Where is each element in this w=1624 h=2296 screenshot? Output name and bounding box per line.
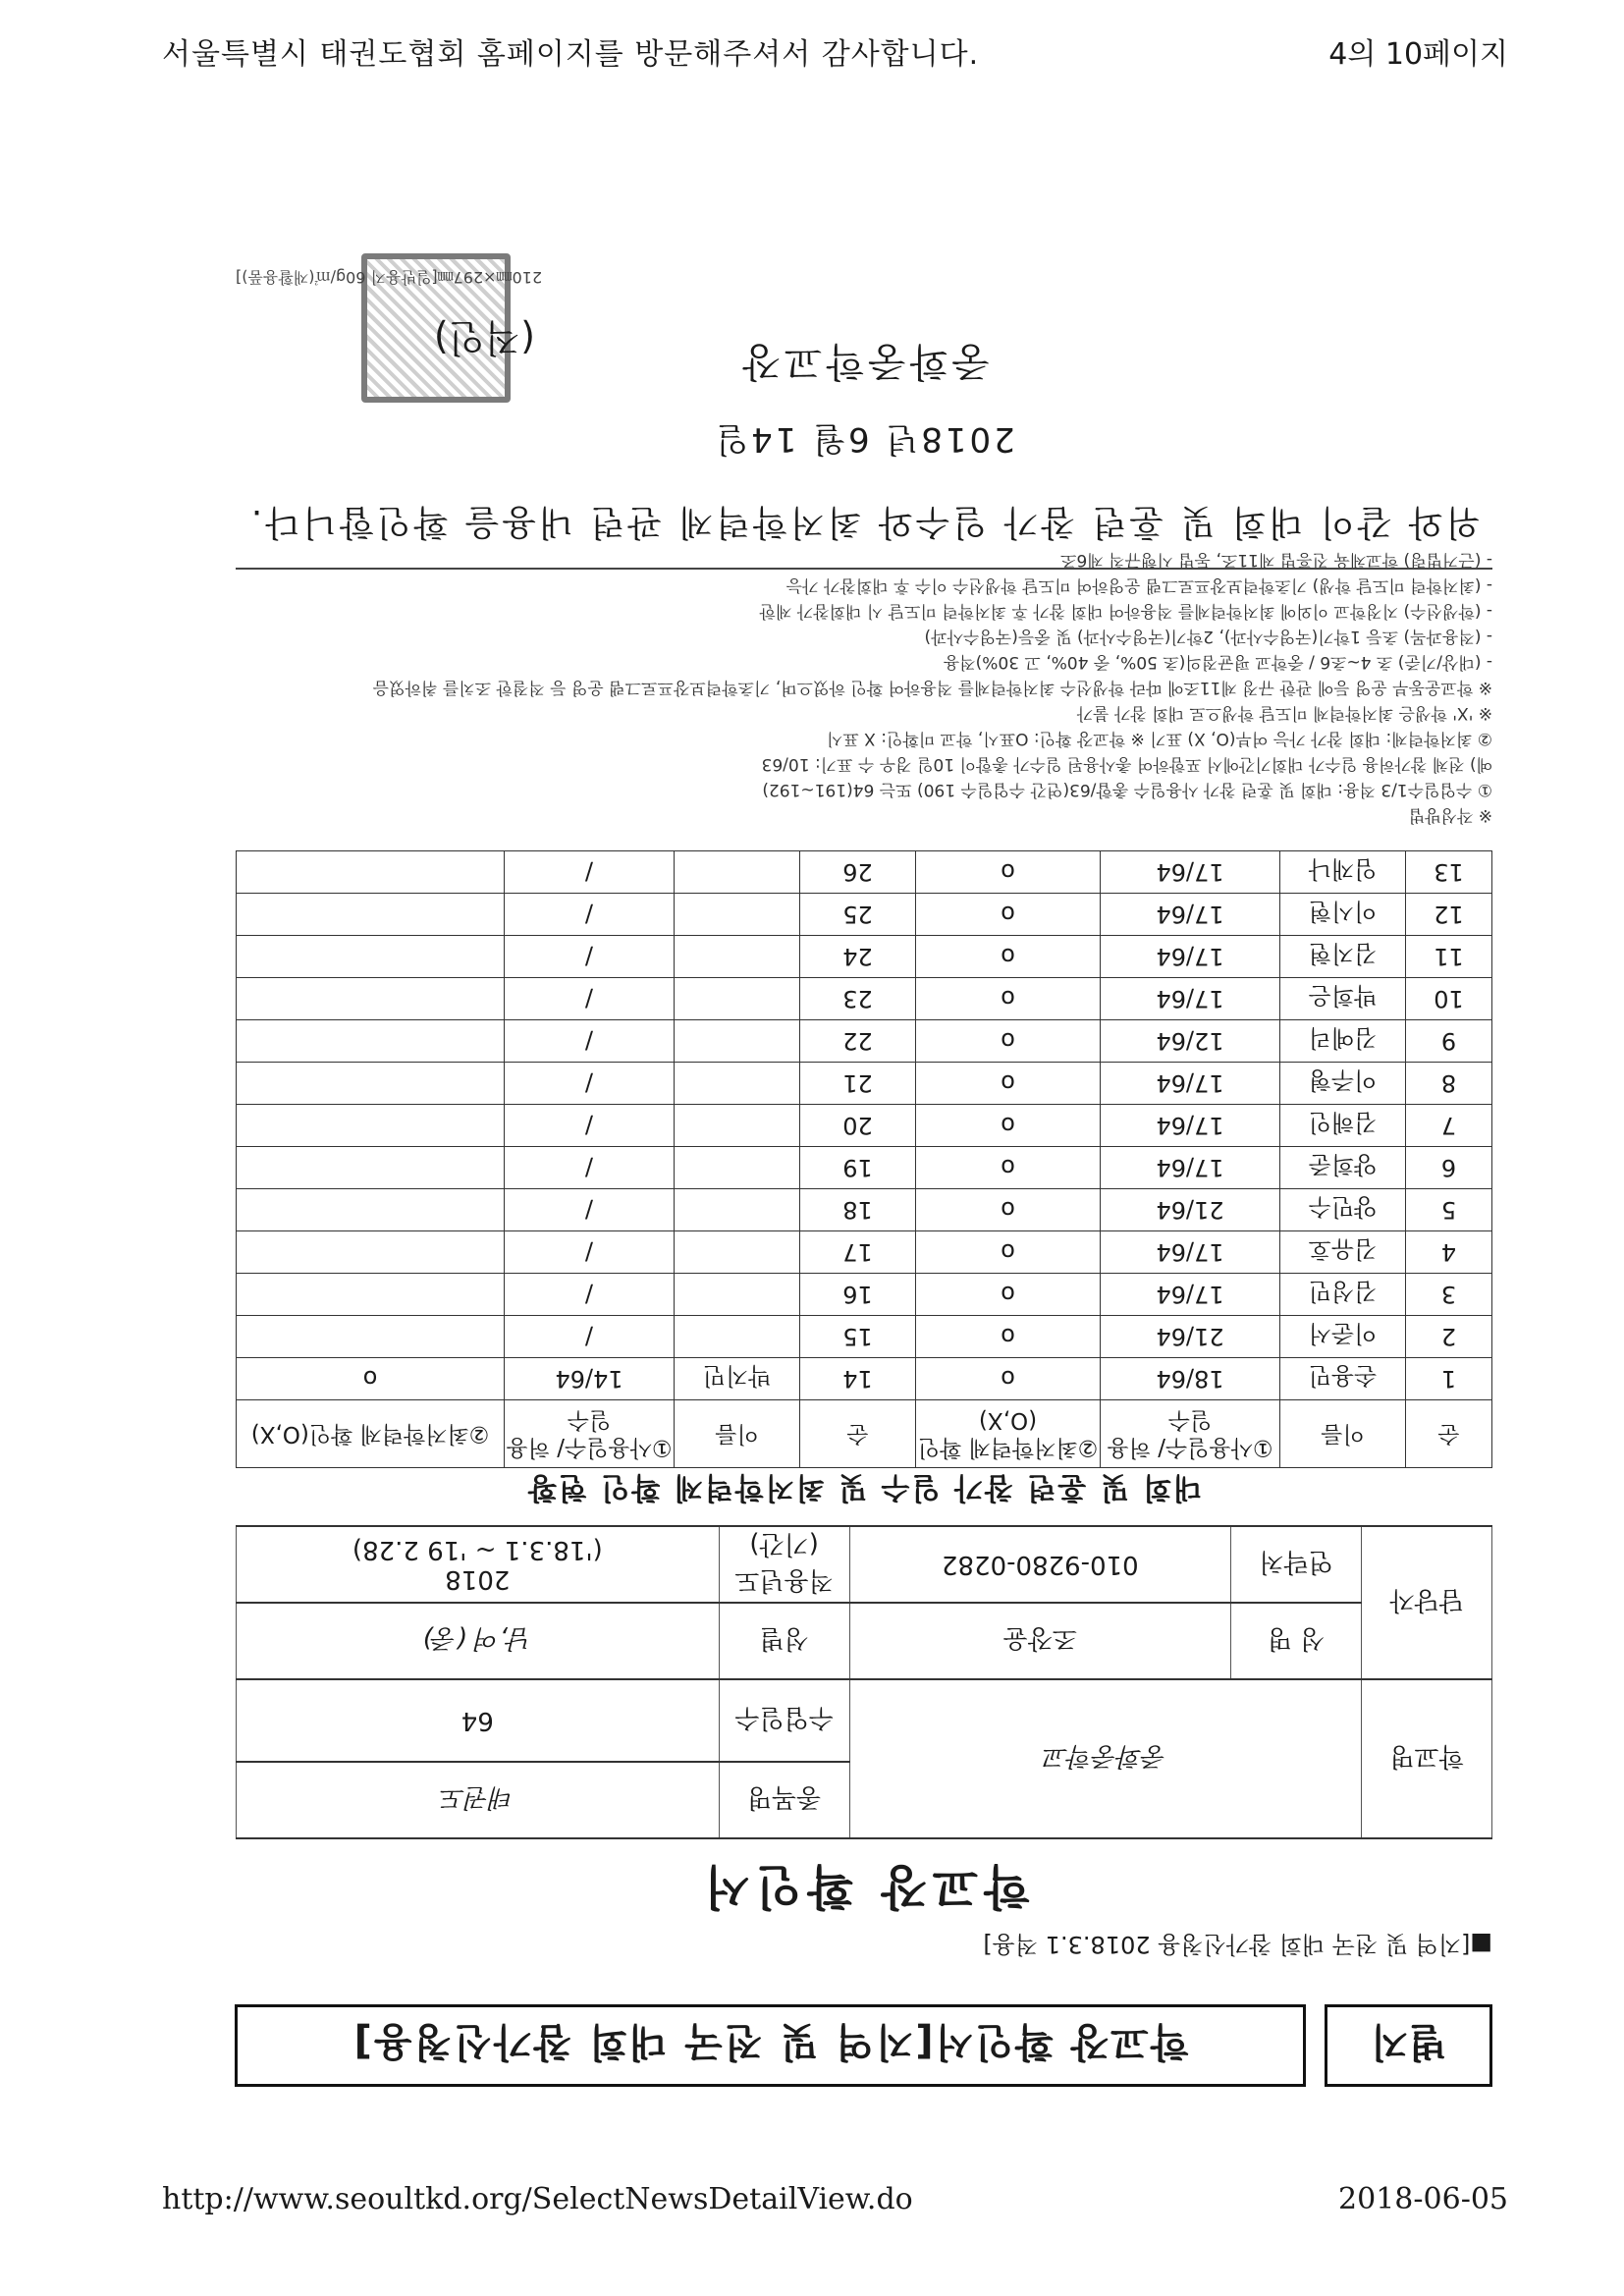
participation-table (236, 850, 1492, 1468)
page-number: 4의 10페이지 (1328, 37, 1508, 72)
days-used: 14/64 (505, 1358, 675, 1400)
school-label: 학교명 (1362, 1679, 1492, 1838)
min-check: o (916, 978, 1101, 1020)
min-check (237, 978, 505, 1020)
table-row (237, 1189, 1492, 1231)
days-used: 21/64 (1101, 1189, 1280, 1231)
row-number: 6 (1406, 1147, 1492, 1189)
days-used: 17/64 (1101, 1105, 1280, 1147)
table-row (237, 1063, 1492, 1105)
table-row (237, 894, 1492, 936)
student-name: 박지민 (675, 1358, 800, 1400)
col-days: ①사용일수/ 허용일수 (1101, 1400, 1280, 1468)
days-used: / (505, 1189, 675, 1231)
section-title: 대회 및 훈련 참가 일수 및 최저학력제 확인 현황 (525, 1470, 1203, 1504)
min-check (237, 936, 505, 978)
days-used: / (505, 1274, 675, 1316)
phone-label: 연락처 (1231, 1526, 1362, 1603)
student-name: 김성민 (1280, 1274, 1406, 1316)
min-check (237, 851, 505, 894)
form-title-area (236, 2008, 1492, 2097)
row-number: 26 (800, 851, 916, 894)
col-min: ②최저학력제 확인(O,X) (916, 1400, 1101, 1468)
name-label: 성 명 (1231, 1603, 1362, 1679)
student-name (675, 936, 800, 978)
name-value: 조장윤 (849, 1603, 1230, 1679)
days-used: 21/64 (1101, 1316, 1280, 1358)
row-number: 10 (1406, 978, 1492, 1020)
row-number: 14 (800, 1358, 916, 1400)
table-row (237, 1274, 1492, 1316)
col-no: 순 (1406, 1400, 1492, 1468)
min-check (237, 1189, 505, 1231)
table-row (237, 1147, 1492, 1189)
days-count: 64 (237, 1679, 720, 1762)
table-row (237, 1105, 1492, 1147)
manager-label: 담당자 (1362, 1526, 1492, 1679)
days-used: / (505, 978, 675, 1020)
row-number: 21 (800, 1063, 916, 1105)
student-name: 김유호 (1280, 1231, 1406, 1274)
student-name: 박희은 (1280, 978, 1406, 1020)
student-name (675, 1105, 800, 1147)
seal-label: (직인) (433, 316, 535, 359)
days-used: / (505, 1316, 675, 1358)
row-number: 5 (1406, 1189, 1492, 1231)
row-number: 18 (800, 1189, 916, 1231)
student-name (675, 1274, 800, 1316)
days-used: / (505, 936, 675, 978)
row-number: 17 (800, 1231, 916, 1274)
school-value: 중화중학교 (849, 1679, 1361, 1838)
note-line: - (대상/기준) 초 4~초6 / 중학교 평균점의(초 50%, 중 40%, 고 30%)적용 (943, 652, 1492, 672)
row-number: 12 (1406, 894, 1492, 936)
min-check: o (916, 1189, 1101, 1231)
student-name (675, 978, 800, 1020)
table-row (237, 936, 1492, 978)
student-name (675, 894, 800, 936)
min-check: o (916, 936, 1101, 978)
table-row (237, 1316, 1492, 1358)
table-row (237, 1231, 1492, 1274)
note-line: ① 수업일수1/3 적용: 대회 및 훈련 참가 사용일수 총합/63(연간 수업일수 190) 또는 64(191~192) (762, 780, 1492, 799)
min-check: o (237, 1358, 505, 1400)
table-row (237, 978, 1492, 1020)
student-name (675, 1020, 800, 1063)
paper-size-note: 210㎜×297㎜[일반용지 60g/㎡(재활용품)] (236, 268, 543, 287)
days-used: 17/64 (1101, 1231, 1280, 1274)
principal-signature: 중화중학교장 (738, 339, 990, 384)
min-check: o (916, 1020, 1101, 1063)
footer-date: 2018-06-05 (1338, 2182, 1508, 2216)
student-name: 양민수 (1280, 1189, 1406, 1231)
days-used: / (505, 1063, 675, 1105)
min-check: o (916, 1231, 1101, 1274)
student-name (675, 1231, 800, 1274)
student-name (675, 851, 800, 894)
student-name: 김지현 (1280, 936, 1406, 978)
row-number: 3 (1406, 1274, 1492, 1316)
form-tab: 별지 (1325, 2004, 1492, 2087)
student-name (675, 1147, 800, 1189)
table-row (237, 1358, 1492, 1400)
note-line: 예) 전체 참가허용 일수가 대회기간에서 포함하여 총사용된 일수가 총합이 10일 경우 수 표기: 10/63 (761, 754, 1492, 774)
col-name-2: 이름 (675, 1400, 800, 1468)
min-check (237, 1316, 505, 1358)
min-check (237, 1147, 505, 1189)
min-check: o (916, 1105, 1101, 1147)
scanned-document (236, 250, 1492, 2097)
row-number: 2 (1406, 1316, 1492, 1358)
table-row (237, 1020, 1492, 1063)
student-name: 김해인 (1280, 1105, 1406, 1147)
days-used: 12/64 (1101, 1020, 1280, 1063)
row-number: 20 (800, 1105, 916, 1147)
row-number: 13 (1406, 851, 1492, 894)
phone-value: 010-9280-0282 (849, 1526, 1230, 1603)
issue-date: 2018년 6월 14일 (713, 419, 1015, 459)
days-used: 17/64 (1101, 1063, 1280, 1105)
col-name: 이름 (1280, 1400, 1406, 1468)
sex-label: 성별 (719, 1603, 849, 1679)
days-used: / (505, 1105, 675, 1147)
row-number: 8 (1406, 1063, 1492, 1105)
student-name: 임재나 (1280, 851, 1406, 894)
note-line: ※ 학교운동부 운영 등에 관한 규정 제11조에 따라 학생선수 최저학력제를 적용하여 확인 하였으며, 기초학력보장프로그램 운영 등 적절한 조치를 취하였음 (372, 678, 1492, 697)
table-row (237, 851, 1492, 894)
min-check (237, 1231, 505, 1274)
row-number: 4 (1406, 1231, 1492, 1274)
row-number: 22 (800, 1020, 916, 1063)
row-number: 9 (1406, 1020, 1492, 1063)
period-value: 2018 ('18.3.1 ~ '19 2.28) (237, 1526, 720, 1603)
days-used: 18/64 (1101, 1358, 1280, 1400)
document-title: 학교장 확인서 (698, 1859, 1030, 1914)
row-number: 7 (1406, 1105, 1492, 1147)
student-name (675, 1189, 800, 1231)
days-used: 17/64 (1101, 851, 1280, 894)
col-days-2: ①사용일수/ 허용일수 (505, 1400, 675, 1468)
note-line: - (최저학력 미도달 학생) 기초학력보장프로그램 운영하여 미도달 학생선수 이수 후 대회참가 가능 (785, 575, 1492, 595)
confirmation-statement: 위와 같이 대회 및 훈련 참가 일수와 최저학력제 관련 내용을 확인합니다. (247, 502, 1481, 542)
student-name: 이시현 (1280, 894, 1406, 936)
note-line: - (근거법령) 학교체육 진흥법 제11조, 동법 시행규칙 제6조 (1060, 550, 1492, 570)
min-check: o (916, 1063, 1101, 1105)
notes-section (236, 547, 1492, 828)
days-used: / (505, 851, 675, 894)
event-value: 태권도 (237, 1762, 720, 1838)
student-name: 이주형 (1280, 1063, 1406, 1105)
days-used: 17/64 (1101, 936, 1280, 978)
student-name: 양희준 (1280, 1147, 1406, 1189)
min-check (237, 894, 505, 936)
col-min-2: ②최저학력제 확인(O,X) (237, 1400, 505, 1468)
note-line: ※ 'X' 학생은 최저학력제 미도달 학생으로 대회 참가 불가 (1076, 703, 1492, 723)
student-name: 손용민 (1280, 1358, 1406, 1400)
sex-value: 남,여 (중) (237, 1603, 720, 1679)
student-name (675, 1316, 800, 1358)
note-line: - (학생선수) 지정학교 이외에 최저학력제를 적용하여 대회 참가 후 최저학력 미도달 시 대회참가 제한 (759, 601, 1492, 621)
school-info-table (236, 1525, 1492, 1839)
min-check: o (916, 1147, 1101, 1189)
min-check: o (916, 851, 1101, 894)
student-name: 김예리 (1280, 1020, 1406, 1063)
days-used: 17/64 (1101, 894, 1280, 936)
days-label: 수업일수 (719, 1679, 849, 1762)
event-label: 종목명 (719, 1762, 849, 1838)
divider (236, 568, 1492, 570)
min-check (237, 1063, 505, 1105)
row-number: 23 (800, 978, 916, 1020)
form-subtitle: ■[지역 및 전국 대회 참가신청용 2018.3.1 적용] (983, 1931, 1492, 1958)
row-number: 1 (1406, 1358, 1492, 1400)
note-line: - (적용과목) 초등 1학기(국영수사과), 2학기(국영수사과) 및 중등(국영수사과) (924, 627, 1492, 646)
row-number: 24 (800, 936, 916, 978)
footer-url: http://www.seoultkd.org/SelectNewsDetailView.do (162, 2182, 913, 2216)
note-line: ※ 작성방법 (1408, 805, 1492, 825)
min-check (237, 1274, 505, 1316)
days-used: / (505, 1147, 675, 1189)
row-number: 16 (800, 1274, 916, 1316)
row-number: 19 (800, 1147, 916, 1189)
row-number: 25 (800, 894, 916, 936)
days-used: / (505, 1231, 675, 1274)
min-check (237, 1105, 505, 1147)
min-check (237, 1020, 505, 1063)
col-no-2: 순 (800, 1400, 916, 1468)
days-used: / (505, 1020, 675, 1063)
student-name (675, 1063, 800, 1105)
student-name: 이준서 (1280, 1316, 1406, 1358)
days-used: 17/64 (1101, 1274, 1280, 1316)
min-check: o (916, 1316, 1101, 1358)
note-line: ② 최저학력제: 대회 참가 가능 여부(O, X) 표기 ※ 학교장 확인: O표시, 학교 미확인: X 표시 (826, 729, 1492, 748)
row-number: 15 (800, 1316, 916, 1358)
form-title: 학교장 확인서[지역 및 전국 대회 참가신청용] (235, 2004, 1306, 2087)
period-label: 적용년도 (기간) (719, 1526, 849, 1603)
min-check: o (916, 894, 1101, 936)
days-used: / (505, 894, 675, 936)
days-used: 17/64 (1101, 1147, 1280, 1189)
row-number: 11 (1406, 936, 1492, 978)
min-check: o (916, 1274, 1101, 1316)
page-header-title: 서울특별시 태권도협회 홈페이지를 방문해주셔서 감사합니다. (162, 37, 980, 72)
days-used: 17/64 (1101, 978, 1280, 1020)
min-check: o (916, 1358, 1101, 1400)
